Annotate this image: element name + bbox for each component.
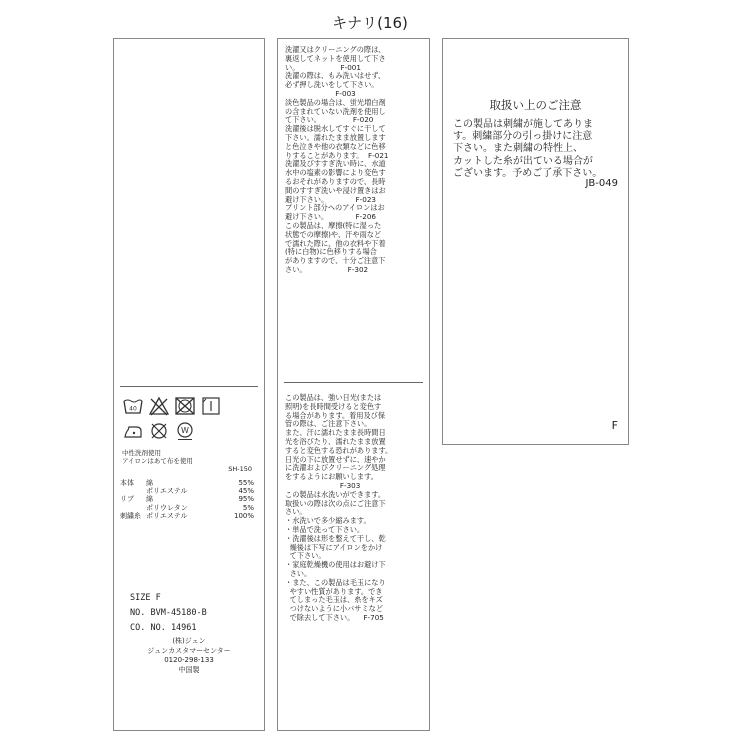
composition-table bbox=[120, 479, 254, 520]
svg-text:40: 40 bbox=[129, 405, 137, 413]
handling-instructions-text: この製品は、強い日光(または 照明)を長時間受けると変色す る場合があります。着用及び保 管の際は、ご注意下さい。 また、汗に濡れたまま長時間日 光を浴びたり、濡れたまま放置 すると変色する恐れがあります。 日光の下に放置せずに、速やか に洗濯およびクリーニング処理 をするようにお願いします。 F-303 この製品は水洗いができます。 取扱いの際は次の点にご注意下 さい。 ・水洗いで多少縮みます。 ・単品で洗って下さい。 ・洗濯後は形を整えて干し、乾 燥後は下写にアイロンをかけ て下さい。 ・家庭乾燥機の使用はお避け下 さい。 ・また、この製品は毛玉になり やすい性質があります。でき てしまった毛玉は、糸をキズ つけないように小バサミなど で除去して下さい。 F-705 bbox=[285, 393, 393, 622]
composition-part: リブ bbox=[120, 495, 134, 504]
composition-percent: 95% bbox=[238, 495, 254, 504]
washing-instructions-text: 洗濯又はクリーニングの際は、 裏返してネットを使用して下さ い。 F-001 洗濯の際は、もみ洗いはせず、 必ず押し洗いをして下さい。 F-003 淡色製品の場合は、蛍光増白剤 の含まれていない洗剤を使用し て下さい。 F-020 洗濯後は脱水してすぐに干して 下さい。濡れたまま放置します と色泣きや他の衣類などに色移 りすることがあります。 F-021 洗濯及びすすぎ洗い時に、水道 水中の塩素の影響により変色す るおそれがありますので、長時 間のすすぎ洗いや浸け置きはお 避け下さい。 F-023 プリント部分へのアイロンはお 避け下さい。 F-206 この製品は、摩擦(特に湿った 状態での摩擦)や、汗や雨など で濡れた際に、他の衣料や下着 (特に白物)に色移りする場合 がありますので、十分ご注意下 さい。 F-302 bbox=[285, 45, 389, 274]
care-note: アイロンはあて布を使用 bbox=[122, 457, 193, 465]
size-text: SIZE F bbox=[130, 593, 161, 603]
svg-text:W: W bbox=[181, 426, 189, 435]
care-composition-label bbox=[113, 38, 265, 731]
no-tumble-dry-icon bbox=[174, 396, 196, 416]
composition-row bbox=[120, 504, 254, 512]
phone-number: 0120-298-133 bbox=[164, 656, 214, 665]
composition-percent: 45% bbox=[238, 487, 254, 496]
no-dry-clean-icon bbox=[148, 421, 170, 441]
line-dry-icon bbox=[200, 396, 222, 416]
composition-part bbox=[120, 504, 146, 512]
country-of-origin: 中国製 bbox=[178, 665, 200, 674]
composition-percent: 55% bbox=[238, 479, 254, 487]
composition-part: 刺繍糸 bbox=[120, 511, 141, 520]
handling-notice-label bbox=[442, 38, 629, 445]
label-divider bbox=[284, 382, 423, 383]
composition-part bbox=[120, 487, 146, 495]
care-note: 中性洗剤使用 bbox=[122, 449, 161, 457]
composition-material: ポリエステル bbox=[146, 511, 188, 520]
composition-row bbox=[120, 495, 254, 503]
composition-material: ポリエステル bbox=[146, 487, 188, 496]
notice-body: この製品は刺繍が施してありま す。刺繍部分の引っ掛けに注意 下さい。また刺繍の特性上、 カットした糸が出ている場合が ございます。予めご了承下さい。 bbox=[453, 119, 603, 179]
product-codes bbox=[130, 591, 207, 636]
co-number: CO. NO. 14961 bbox=[130, 623, 197, 633]
label-divider bbox=[120, 386, 258, 387]
notice-title: 取扱い上のご注意 bbox=[489, 98, 582, 112]
composition-row bbox=[120, 487, 254, 495]
no-bleach-icon bbox=[148, 396, 170, 416]
care-symbols bbox=[122, 396, 242, 446]
washing-instructions-label bbox=[277, 38, 430, 731]
wash-tub-40-icon bbox=[122, 396, 144, 416]
maker-company: (株)ジュン bbox=[172, 637, 206, 645]
product-color-title: キナリ(16) bbox=[332, 14, 408, 32]
composition-percent: 5% bbox=[242, 503, 254, 512]
composition-percent: 100% bbox=[233, 511, 254, 520]
composition-material: ポリウレタン bbox=[146, 503, 188, 512]
product-number: NO. BVM-45180-B bbox=[130, 608, 207, 618]
composition-row bbox=[120, 479, 254, 487]
composition-row bbox=[120, 512, 254, 520]
maker-info bbox=[114, 637, 264, 675]
wet-clean-icon bbox=[174, 421, 196, 441]
care-code: SH-150 bbox=[228, 465, 252, 473]
composition-part: 本体 bbox=[120, 479, 134, 487]
customer-center: ジュンカスタマーセンター bbox=[147, 646, 231, 655]
care-notes bbox=[122, 449, 258, 473]
size-tag: F bbox=[611, 419, 618, 432]
composition-material: 綿 bbox=[146, 495, 153, 504]
iron-low-icon bbox=[122, 421, 144, 441]
notice-code: JB-049 bbox=[585, 178, 618, 189]
composition-material: 綿 bbox=[146, 479, 153, 487]
